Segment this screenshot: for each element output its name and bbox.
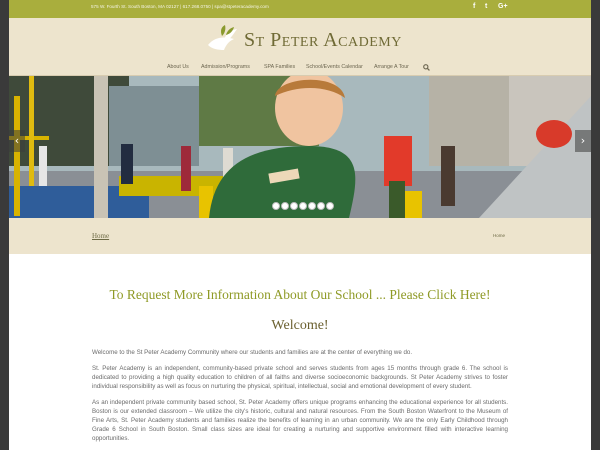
slider-next-button[interactable] [575,130,591,152]
slider-dot[interactable] [281,202,289,210]
breadcrumb-bar [9,218,591,254]
slider-dot[interactable] [299,202,307,210]
page [9,0,591,450]
search-icon[interactable] [423,64,430,71]
nav-admission-programs[interactable]: Admission/Programs [201,64,250,70]
slider-dot[interactable] [272,202,280,210]
breadcrumb-home-link[interactable]: Home [92,232,110,240]
facebook-icon[interactable]: f [473,3,476,10]
logo[interactable] [204,23,404,55]
hero-photo [9,76,591,218]
logo-text: St Peter Academy [244,29,402,51]
request-info-link[interactable]: To Request More Information About Our School ... Please Click Here! [109,287,491,302]
dove-logo-icon [204,23,242,55]
slider-dot[interactable] [326,202,334,210]
about-paragraph: St. Peter Academy is an independent, community-based private school and serves students from ages 15 months through grade 6. The school is dedicated to providing a high quality education to children of all faiths and diverse socioeconomic backgrounds. St Peter Academy strives to foster individual responsibility as well as focus on nurturing the physical, spiritual, intellectual, social and emotional development of every student. [92,365,508,390]
nav-arrange-a-tour[interactable]: Arrange A Tour [374,64,409,70]
chevron-right-icon: › [580,134,586,147]
chevron-left-icon: ‹ [14,134,20,147]
nav-school-events-calendar[interactable]: School/Events Calendar [306,64,363,70]
hero-slider[interactable] [9,76,591,218]
nav-about-us[interactable]: About Us [167,64,189,70]
contact-info: 575 W. Fourth St. South Boston, MA 02127 | 617.268.0750 | spa@stpeteracademy.com [91,4,269,9]
site-header [9,18,591,76]
nav-spa-families[interactable]: SPA Families [264,64,296,70]
slider-dot[interactable] [317,202,325,210]
breadcrumb-current: Home [492,233,505,238]
google-plus-icon[interactable]: G+ [498,3,508,10]
twitter-icon[interactable]: t [485,3,488,10]
top-bar [9,0,591,18]
programs-paragraph: As an independent private community based school, St. Peter Academy offers unique programs enhancing the educational experience for all students. Boston is our extended classroom – We utilize the city's historic, cultural and natural resources. From the South Boston Waterfront to the Museum of Fine Arts, St. Peter Academy students and families realize the benefits of learning in an urban community. We are the only Early Childhood through Grade 6 School in South Boston. Small class sizes are ideal for creating a nurturing and supportive environment filled with interactive learning opportunities. [92,399,508,442]
slider-dot[interactable] [290,202,298,210]
welcome-heading: Welcome! [271,318,329,333]
slider-dot[interactable] [308,202,316,210]
slider-prev-button[interactable] [9,130,25,152]
intro-paragraph: Welcome to the St Peter Academy Community where our students and families are at the center of everything we do. [92,349,413,356]
